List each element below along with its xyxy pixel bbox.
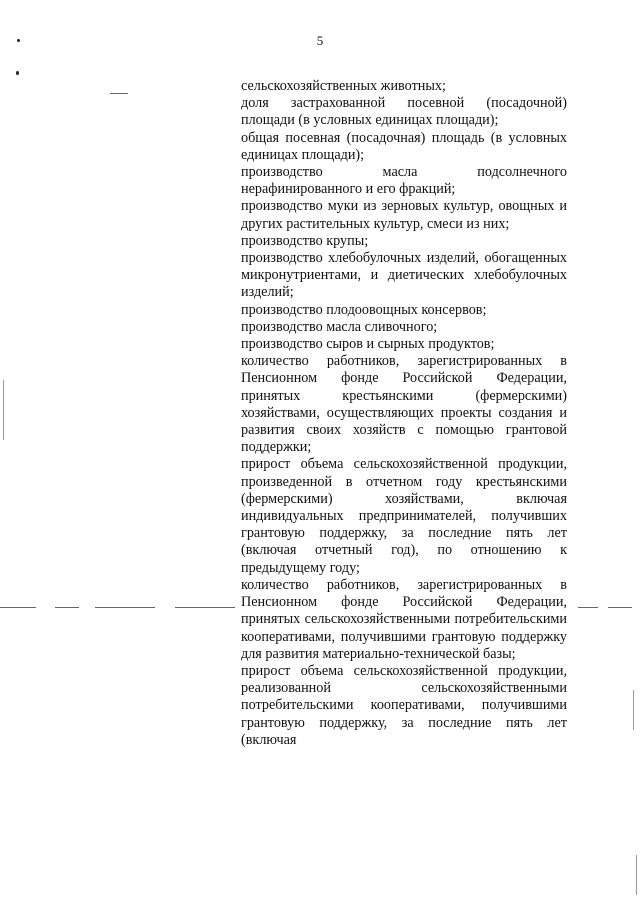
paragraph: производство сыров и сырных продуктов;: [241, 336, 495, 353]
paragraph: производство муки из зерновых культур, овощных и других растительных культур, смеси из них;: [241, 198, 567, 232]
paragraph: производство масла сливочного;: [241, 318, 438, 335]
paragraph: производство хлебобулочных изделий, обогащенных микронутриентами, и диетических хлебобулочных изделий;: [241, 250, 567, 301]
page-number: 5: [316, 33, 324, 48]
paragraph: производство крупы;: [241, 232, 369, 249]
paragraph: прирост объема сельскохозяйственной продукции, реализованной сельскохозяйственными потребительскими кооперативами, получившими грантовую поддержку, за последние пять лет (включая: [241, 662, 567, 748]
paragraph: производство плодоовощных консервов;: [241, 301, 487, 318]
paragraph: производство масла подсолнечного нерафинированного и его фракций;: [241, 164, 567, 198]
scan-dash-line: [110, 93, 128, 94]
scan-edge-line: [3, 380, 4, 440]
paragraph: доля застрахованной посевной (посадочной) площади (в условных единицах площади);: [241, 95, 567, 129]
scan-dash-line: [55, 607, 79, 608]
scan-dash-line: [95, 607, 155, 608]
scan-speck: [17, 39, 20, 42]
scan-dash-line: [608, 607, 632, 608]
paragraph: сельскохозяйственных животных;: [241, 78, 446, 94]
scan-edge-line: [636, 855, 637, 895]
document-body: [241, 78, 567, 749]
paragraph: прирост объема сельскохозяйственной продукции, произведенной в отчетном году крестьянскими (фермерскими) хозяйствами, включая индивидуальных предпринимателей, получивших грантовую поддержку, за последние пять лет (включая отчетный год), по отношению к предыдущему году;: [241, 456, 567, 576]
scan-edge-line: [633, 690, 634, 730]
scan-speck: [16, 71, 19, 75]
scan-dash-line: [175, 607, 235, 608]
paragraph: количество работников, зарегистрированных в Пенсионном фонде Российской Федерации, принятых сельскохозяйственными потребительскими кооперативами, получившими грантовую поддержку для развития материально-технической базы;: [241, 576, 567, 662]
scan-dash-line: [578, 607, 598, 608]
paragraph: количество работников, зарегистрированных в Пенсионном фонде Российской Федерации, принятых крестьянскими (фермерскими) хозяйствами, осуществляющих проекты создания и развития своих хозяйств с помощью грантовой поддержки;: [241, 353, 567, 456]
paragraph: общая посевная (посадочная) площадь (в условных единицах площади);: [241, 129, 567, 163]
scan-dash-line: [0, 607, 36, 608]
